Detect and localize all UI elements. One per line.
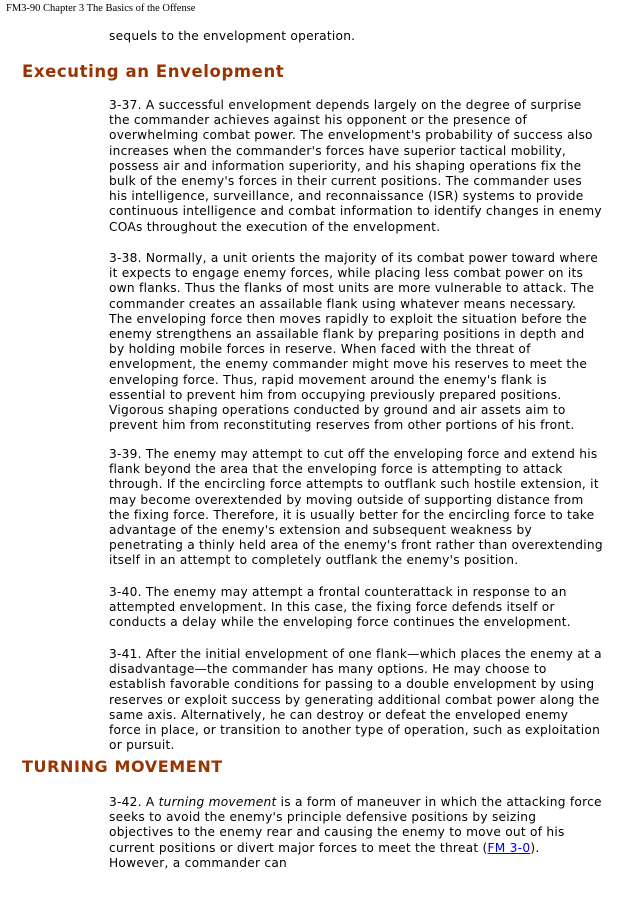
paragraph-3-42-tail: ). However, a commander can: [109, 840, 540, 870]
section-heading-turning-movement: TURNING MOVEMENT: [22, 757, 223, 776]
paragraph-3-37: 3-37. A successful envelopment depends largely on the degree of surprise the commander achieves against his opponent or the presence of overwhelming combat power. The envelopment's probability of success also increases when the commander's forces have superior tactical mobility, possess air and information superiority, and his shaping operations fix the bulk of the enemy's forces in their current positions. The commander uses his intelligence, surveillance, and reconnaissance (ISR) systems to provide continuous intelligence and combat information to identify changes in enemy COAs throughout the execution of the envelopment.: [109, 98, 602, 234]
paragraph-3-42: [109, 795, 603, 871]
paragraph-3-42-mid: is a form of maneuver in which the attacking force seeks to avoid the enemy's principle defensive positions by seizing objectives to the enemy rear and causing the enemy to move out of his current positions or divert major forces to meet the threat (: [109, 795, 602, 855]
page-header: FM3-90 Chapter 3 The Basics of the Offense: [6, 3, 196, 14]
paragraph-3-42-lead: 3-42. A: [109, 795, 159, 809]
section-heading-executing-envelopment: Executing an Envelopment: [22, 62, 285, 81]
intro-text: sequels to the envelopment operation.: [109, 29, 356, 43]
paragraph-3-38: 3-38. Normally, a unit orients the majority of its combat power toward where it expects to engage enemy forces, while placing less combat power on its own flanks. Thus the flanks of most units are more vulnerable to attack. The commander creates an assailable flank using whatever means necessary. The enveloping force then moves rapidly to exploit the situation before the enemy strengthens an assailable flank by preparing positions in depth and by holding mobile forces in reserve. When faced with the threat of envelopment, the enemy commander might move his reserves to meet the enveloping force. Thus, rapid movement around the enemy's flank is essential to prevent him from occupying previously prepared positions. Vigorous shaping operations conducted by ground and air assets aim to prevent him from reconstituting reserves from other portions of his front.: [109, 251, 599, 433]
paragraph-3-39: 3-39. The enemy may attempt to cut off the enveloping force and extend his flank beyond the area that the enveloping force is attempting to attack through. If the encircling force attempts to outflank such hostile extension, it may become overextended by moving outside of supporting distance from the fixing force. Therefore, it is usually better for the encircling force to take advantage of the enemy's extension and subsequent weakness by penetrating a thinly held area of the enemy's front rather than overextending itself in an attempt to completely outflank the enemy's position.: [109, 447, 603, 568]
paragraph-3-41: 3-41. After the initial envelopment of one flank—which places the enemy at a disadvantage—the commander has many options. He may choose to establish favorable conditions for passing to a double envelopment by using reserves or exploit success by generating additional combat power along the same axis. Alternatively, he can destroy or defeat the enveloped enemy force in place, or transition to another type of operation, such as exploitation or pursuit.: [109, 647, 602, 753]
paragraph-3-40: 3-40. The enemy may attempt a frontal counterattack in response to an attempted envelopment. In this case, the fixing force defends itself or conducts a delay while the enveloping force continues the envelopment.: [109, 585, 571, 630]
fm-3-0-link[interactable]: FM 3-0: [487, 840, 531, 855]
turning-movement-term: turning movement: [158, 795, 277, 809]
